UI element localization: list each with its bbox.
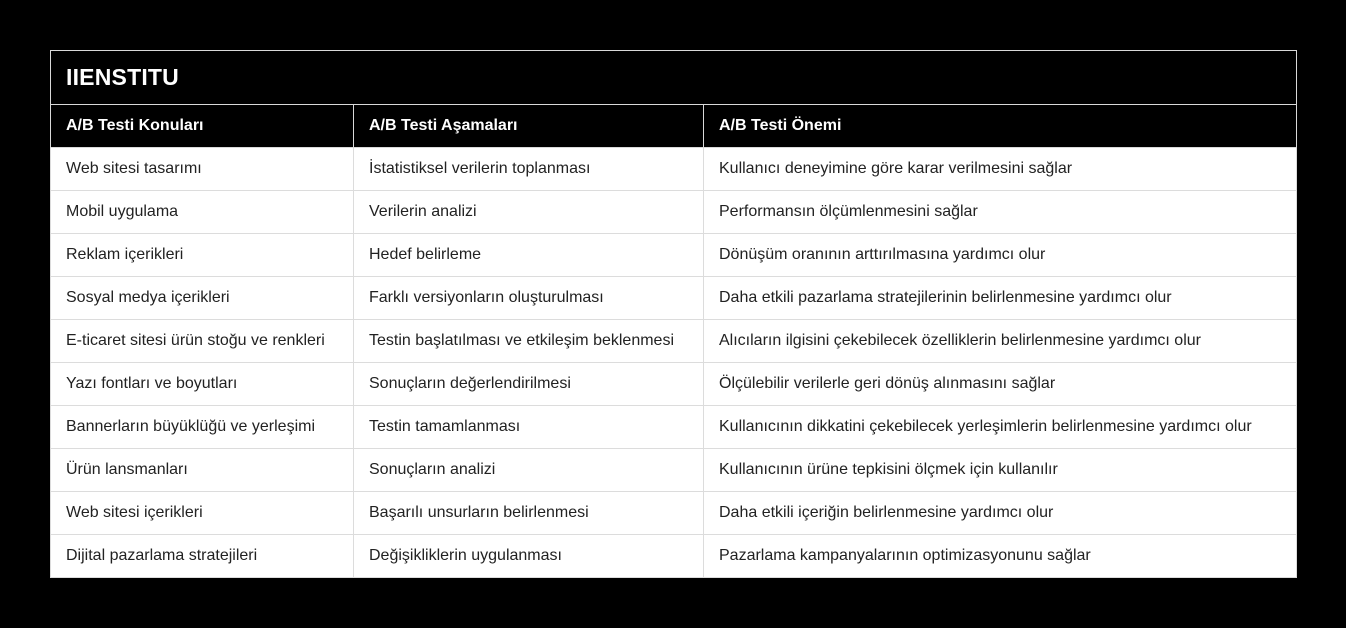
cell-topic: Web sitesi tasarımı: [51, 148, 354, 191]
cell-importance: Performansın ölçümlenmesini sağlar: [704, 191, 1297, 234]
cell-stage: Testin tamamlanması: [354, 406, 704, 449]
table-container: [50, 50, 1296, 578]
cell-stage: Sonuçların değerlendirilmesi: [354, 363, 704, 406]
cell-importance: Kullanıcının dikkatini çekebilecek yerleşimlerin belirlenmesine yardımcı olur: [704, 406, 1297, 449]
cell-topic: Web sitesi içerikleri: [51, 492, 354, 535]
cell-importance: Dönüşüm oranının arttırılmasına yardımcı olur: [704, 234, 1297, 277]
table-row: [51, 148, 1297, 191]
table-row: [51, 277, 1297, 320]
table-title-row: [51, 51, 1297, 105]
column-header-stages: A/B Testi Aşamaları: [354, 105, 704, 148]
cell-stage: Testin başlatılması ve etkileşim beklenmesi: [354, 320, 704, 363]
cell-importance: Kullanıcının ürüne tepkisini ölçmek için kullanılır: [704, 449, 1297, 492]
cell-stage: Sonuçların analizi: [354, 449, 704, 492]
cell-stage: Başarılı unsurların belirlenmesi: [354, 492, 704, 535]
table-title: IIENSTITU: [51, 51, 1297, 105]
cell-stage: Farklı versiyonların oluşturulması: [354, 277, 704, 320]
table-row: [51, 234, 1297, 277]
cell-topic: Reklam içerikleri: [51, 234, 354, 277]
table-row: [51, 492, 1297, 535]
cell-stage: Verilerin analizi: [354, 191, 704, 234]
ab-test-table: [50, 50, 1297, 578]
cell-topic: E-ticaret sitesi ürün stoğu ve renkleri: [51, 320, 354, 363]
table-row: [51, 191, 1297, 234]
cell-importance: Daha etkili pazarlama stratejilerinin belirlenmesine yardımcı olur: [704, 277, 1297, 320]
table-row: [51, 449, 1297, 492]
column-header-importance: A/B Testi Önemi: [704, 105, 1297, 148]
cell-topic: Ürün lansmanları: [51, 449, 354, 492]
column-header-topics: A/B Testi Konuları: [51, 105, 354, 148]
table-header-row: [51, 105, 1297, 148]
cell-topic: Dijital pazarlama stratejileri: [51, 535, 354, 578]
cell-topic: Bannerların büyüklüğü ve yerleşimi: [51, 406, 354, 449]
cell-topic: Sosyal medya içerikleri: [51, 277, 354, 320]
cell-importance: Ölçülebilir verilerle geri dönüş alınmasını sağlar: [704, 363, 1297, 406]
table-row: [51, 363, 1297, 406]
cell-topic: Yazı fontları ve boyutları: [51, 363, 354, 406]
cell-importance: Daha etkili içeriğin belirlenmesine yardımcı olur: [704, 492, 1297, 535]
cell-stage: Değişikliklerin uygulanması: [354, 535, 704, 578]
cell-stage: İstatistiksel verilerin toplanması: [354, 148, 704, 191]
table-row: [51, 535, 1297, 578]
table-row: [51, 406, 1297, 449]
cell-stage: Hedef belirleme: [354, 234, 704, 277]
cell-topic: Mobil uygulama: [51, 191, 354, 234]
cell-importance: Kullanıcı deneyimine göre karar verilmesini sağlar: [704, 148, 1297, 191]
cell-importance: Pazarlama kampanyalarının optimizasyonunu sağlar: [704, 535, 1297, 578]
table-row: [51, 320, 1297, 363]
cell-importance: Alıcıların ilgisini çekebilecek özelliklerin belirlenmesine yardımcı olur: [704, 320, 1297, 363]
